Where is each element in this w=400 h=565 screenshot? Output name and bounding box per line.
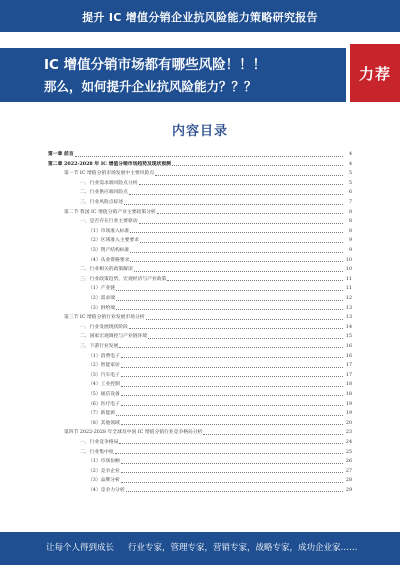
toc-entry-label: 第二节 我国 IC 增值分销产业主要政策分析 [64, 209, 156, 215]
toc-entry-page: 8 [348, 228, 352, 234]
toc-entry-subsection[interactable] [48, 445, 352, 455]
toc-entry-page: 18 [345, 382, 352, 388]
toc-entry-page: 27 [345, 468, 352, 474]
toc-leader [121, 472, 343, 473]
toc-leader [115, 453, 343, 454]
toc-entry-item[interactable] [48, 484, 352, 494]
toc-leader [129, 328, 343, 329]
toc-entry-page: 14 [345, 324, 352, 330]
toc-entry-label: 一、是否存在行业主要驱动 [80, 219, 138, 225]
toc-entry-page: 8 [348, 209, 352, 215]
toc-entry-label: （2）需求端 [88, 296, 116, 301]
toc-entry-page: 19 [345, 411, 352, 417]
toc-entry-label: 二、行业供应端风险点 [80, 190, 128, 196]
toc-leader [121, 424, 343, 425]
toc-leader [139, 223, 343, 224]
toc-entry-label: 三、下游行业发展 [80, 343, 119, 349]
toc-entry-item[interactable] [48, 359, 352, 369]
toc-entry-item[interactable] [48, 349, 352, 359]
toc-entry-page: 4 [348, 152, 352, 158]
toc-leader [155, 175, 343, 176]
toc-leader [116, 309, 343, 310]
toc-leader [121, 463, 343, 464]
toc-entry-subsection[interactable] [48, 186, 352, 196]
toc-entry-chapter2[interactable] [48, 158, 352, 168]
toc-entry-chapter1[interactable] [48, 148, 352, 158]
toc-entry-page: 13 [345, 305, 352, 311]
toc-entry-page: 28 [345, 478, 352, 484]
toc-entry-page: 26 [345, 459, 352, 465]
footer-slogan-tail: 行业专家，管理专家，营销专家，战略专家，成功企业家…… [128, 543, 358, 553]
hero-banner [0, 44, 400, 104]
toc-entry-page: 29 [345, 487, 352, 493]
toc-entry-page: 11 [345, 276, 352, 282]
toc-entry-page: 11 [345, 286, 352, 292]
logo-text: 力荐 [358, 64, 391, 83]
toc-entry-page: 12 [345, 296, 352, 301]
toc-leader [130, 261, 343, 262]
toc-entry-label: （5）通信设备 [88, 391, 120, 397]
toc-entry-section[interactable] [48, 426, 352, 436]
toc-entry-label: （6）医疗电子 [88, 401, 120, 407]
toc-entry-page: 25 [345, 449, 352, 455]
toc-entry-label: 一、行业需求端风险点分析 [80, 180, 138, 186]
toc-leader [172, 165, 343, 166]
toc-entry-label: （1）产业链 [88, 286, 116, 292]
toc-entry-page: 19 [345, 401, 352, 407]
toc-leader [148, 338, 343, 339]
toc-leader [121, 357, 343, 358]
toc-entry-label: 第四节 2022-2028 年全球及中国 IC 增值分销行业竞争格局分析 [64, 430, 203, 436]
toc-leader [139, 184, 343, 185]
toc-leader [134, 271, 343, 272]
toc-entry-label: 第二章 2022-2028 年 IC 增值分销市场趋势及现状预测 [48, 160, 171, 167]
toc-entry-label: （3）资产结构标准 [88, 248, 130, 254]
toc-entry-page: 16 [345, 343, 352, 349]
toc-entry-label: 第一节 IC 增值分销市场发展中主要风险点 [64, 171, 155, 177]
report-title: 提升 IC 增值分销企业抗风险能力策略研究报告 [82, 11, 318, 24]
toc-leader [203, 434, 343, 435]
toc-entry-subsection[interactable] [48, 436, 352, 446]
toc-entry-label: （2）智能家居 [88, 363, 120, 369]
toc-entry-label: 一、行业竞争格局 [80, 439, 119, 445]
toc-leader [146, 319, 343, 320]
toc-leader [126, 491, 343, 492]
toc-leader [116, 300, 343, 301]
toc-entry-page: 18 [345, 391, 352, 397]
toc-entry-label: （1）消费电子 [88, 353, 120, 359]
toc-leader [119, 347, 343, 348]
toc-entry-subsection[interactable] [48, 321, 352, 331]
toc-leader [121, 482, 343, 483]
toc-entry-label: 二、行业集中度 [80, 449, 114, 455]
toc-entry-page: 9 [348, 238, 352, 244]
toc-entry-item[interactable] [48, 369, 352, 379]
toc-entry-label: 一、行业发展现状阶段 [80, 324, 128, 330]
toc-entry-page: 23 [345, 430, 352, 436]
toc-entry-label: （3）供给端 [88, 305, 116, 311]
toc-entry-page: 9 [348, 248, 352, 254]
toc-entry-page: 6 [348, 190, 352, 196]
toc-entry-item[interactable] [48, 407, 352, 417]
toc-entry-subsection[interactable] [48, 273, 352, 283]
toc-entry-label: 三、行业政策趋势，宏观经济与产业政策 [80, 276, 167, 282]
toc-entry-label: （2）竞争企业 [88, 468, 120, 474]
footer-bar [0, 532, 400, 565]
toc-entry-label: （1）市场份额 [88, 459, 120, 465]
toc-leader [121, 405, 343, 406]
header-bar [0, 0, 400, 32]
toc-entry-label: （8）其他领域 [88, 420, 120, 426]
toc-leader [116, 290, 343, 291]
toc-leader [121, 395, 343, 396]
toc-entry-item[interactable] [48, 282, 352, 292]
toc-entry-item[interactable] [48, 455, 352, 465]
toc-entry-page: 20 [345, 420, 352, 426]
hero-headline: IC 增值分销市场都有哪些风险！！！ [44, 57, 267, 73]
toc-entry-item[interactable] [48, 254, 352, 264]
toc-leader [124, 204, 343, 205]
toc-entry-item[interactable] [48, 302, 352, 312]
toc-entry-label: （4）从业资格要求 [88, 257, 130, 263]
recommend-logo [350, 44, 400, 102]
toc-entry-subsection[interactable] [48, 177, 352, 187]
toc-leader [130, 252, 343, 253]
toc-entry-page: 7 [348, 200, 352, 206]
toc-entry-item[interactable] [48, 397, 352, 407]
toc-entry-item[interactable] [48, 378, 352, 388]
toc-entry-item[interactable] [48, 234, 352, 244]
toc-entry-label: 三、行业风险点综述 [80, 200, 124, 206]
toc-entry-label: 二、行业相关的政策解读 [80, 267, 133, 273]
toc-leader [75, 156, 343, 157]
toc-entry-page: 5 [348, 171, 352, 177]
toc-leader [167, 280, 343, 281]
table-of-contents [48, 148, 352, 493]
toc-leader [140, 242, 343, 243]
toc-entry-item[interactable] [48, 465, 352, 475]
toc-entry-page: 5 [348, 180, 352, 186]
toc-entry-label: 第三节 IC 增值分销行业发展市场分析 [64, 315, 145, 321]
toc-entry-page: 13 [345, 315, 352, 321]
toc-entry-label: （2）区域准入主要要求 [88, 238, 140, 244]
toc-entry-label: （3）品牌分析 [88, 478, 120, 484]
toc-entry-section[interactable] [48, 311, 352, 321]
toc-entry-label: （1）市场准入标准 [88, 228, 130, 234]
toc-entry-item[interactable] [48, 292, 352, 302]
toc-entry-section[interactable] [48, 206, 352, 216]
toc-entry-page: 4 [348, 161, 352, 167]
toc-entry-page: 16 [345, 353, 352, 359]
toc-entry-page: 24 [345, 439, 352, 445]
toc-entry-section[interactable] [48, 167, 352, 177]
toc-entry-subsection[interactable] [48, 196, 352, 206]
toc-entry-item[interactable] [48, 244, 352, 254]
footer-slogan [46, 541, 358, 553]
toc-entry-page: 17 [345, 363, 352, 369]
toc-entry-item[interactable] [48, 474, 352, 484]
toc-entry-page: 15 [345, 334, 352, 340]
toc-entry-page: 8 [348, 219, 352, 225]
toc-entry-subsection[interactable] [48, 340, 352, 350]
toc-leader [119, 443, 343, 444]
toc-leader [121, 367, 343, 368]
toc-entry-subsection[interactable] [48, 215, 352, 225]
toc-leader [116, 415, 343, 416]
toc-entry-item[interactable] [48, 388, 352, 398]
toc-entry-label: （4）工业控制 [88, 382, 120, 388]
toc-entry-label: 第一章 前言 [48, 151, 74, 158]
toc-leader [121, 376, 343, 377]
toc-leader [121, 386, 343, 387]
toc-entry-item[interactable] [48, 417, 352, 427]
toc-entry-label: （4）竞争力分析 [88, 487, 125, 493]
toc-leader [130, 232, 343, 233]
toc-entry-item[interactable] [48, 225, 352, 235]
toc-entry-label: 二、国家宏观调控与产业链环境 [80, 334, 148, 340]
toc-entry-subsection[interactable] [48, 263, 352, 273]
hero-subheadline: 那么，如何提升企业抗风险能力？？？ [44, 79, 257, 94]
footer-slogan-main: 让每个人得到成长 [46, 543, 115, 553]
toc-entry-label: （3）汽车电子 [88, 372, 120, 378]
toc-leader [129, 194, 343, 195]
toc-entry-page: 17 [345, 372, 352, 378]
toc-title: 内容目录 [171, 124, 228, 139]
toc-leader [157, 213, 343, 214]
toc-entry-label: （7）新能源 [88, 411, 116, 417]
toc-entry-subsection[interactable] [48, 330, 352, 340]
toc-entry-page: 10 [345, 267, 352, 273]
toc-entry-page: 10 [345, 257, 352, 263]
